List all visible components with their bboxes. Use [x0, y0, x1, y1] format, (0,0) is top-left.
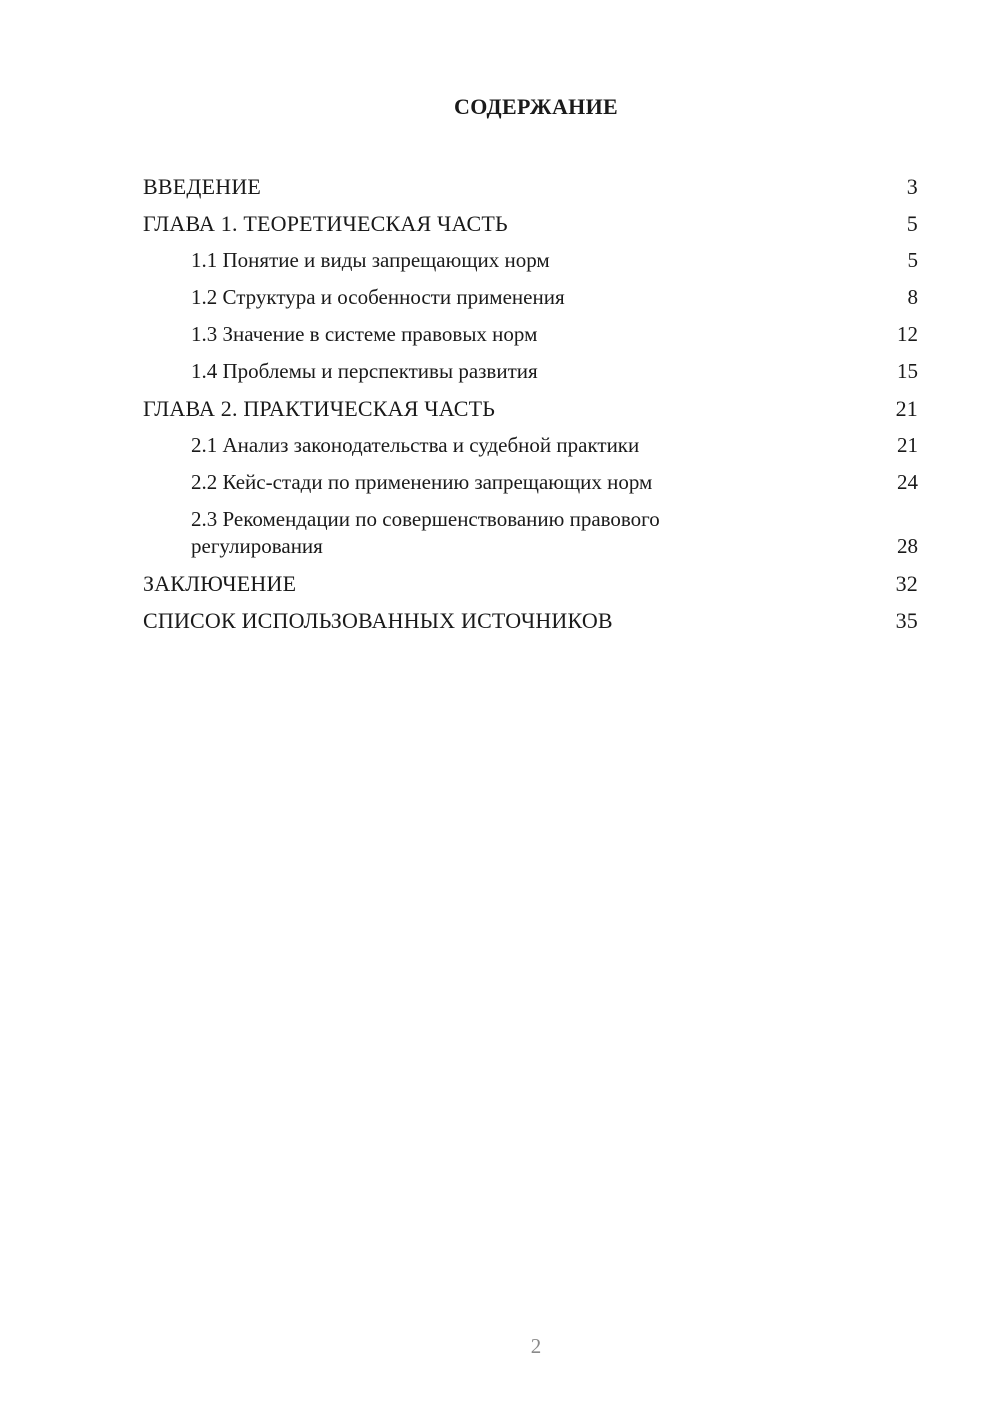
- toc-entry-section-2-1: [143, 427, 918, 464]
- toc-entry-label: СПИСОК ИСПОЛЬЗОВАННЫХ ИСТОЧНИКОВ: [143, 608, 613, 633]
- toc-entry-label: 1.3 Значение в системе правовых норм: [191, 322, 538, 346]
- toc-entry-label: 2.2 Кейс-стади по применению запрещающих норм: [191, 470, 653, 494]
- toc-entry-label: 1.2 Структура и особенности применения: [191, 285, 565, 309]
- toc-entry-section-1-2: [143, 279, 918, 316]
- toc-entry-section-2-2: [143, 464, 918, 501]
- toc-entry-conclusion: [143, 565, 918, 602]
- toc-entry-label: ВВЕДЕНИЕ: [143, 174, 262, 199]
- toc-entry-label: 2.1 Анализ законодательства и судебной практики: [191, 433, 640, 457]
- toc-entry-label: ГЛАВА 2. ПРАКТИЧЕСКАЯ ЧАСТЬ: [143, 396, 496, 421]
- toc-entry-page: 5: [907, 248, 918, 272]
- toc-title: СОДЕРЖАНИЕ: [454, 94, 618, 119]
- toc-entry-label: ГЛАВА 1. ТЕОРЕТИЧЕСКАЯ ЧАСТЬ: [143, 211, 508, 236]
- toc-entry-page: 15: [897, 359, 918, 383]
- toc-entry-page: 5: [906, 211, 918, 236]
- toc-entry-page: 28: [897, 534, 918, 558]
- toc-entry-chapter-1: [143, 205, 918, 242]
- toc-entry-label: 1.1 Понятие и виды запрещающих норм: [191, 248, 550, 272]
- toc-entry-page: 24: [897, 470, 918, 494]
- toc-entry-references: [143, 602, 918, 639]
- toc-entry-section-2-3: [143, 501, 918, 565]
- toc-entry-section-1-1: [143, 242, 918, 279]
- toc-entry-label: ЗАКЛЮЧЕНИЕ: [143, 571, 297, 596]
- toc-entry-page: 35: [895, 608, 918, 633]
- toc-entry-page: 32: [895, 571, 918, 596]
- toc-entry-page: 21: [895, 396, 918, 421]
- toc-entry-page: 8: [907, 285, 918, 309]
- toc-entry-introduction: [143, 168, 918, 205]
- table-of-contents: [143, 168, 918, 639]
- toc-entry-page: 3: [906, 174, 918, 199]
- toc-entry-chapter-2: [143, 390, 918, 427]
- toc-entry-page: 12: [897, 322, 918, 346]
- toc-entry-label: 2.3 Рекомендации по совершенствованию правового регулирования: [191, 507, 660, 558]
- toc-entry-page: 21: [897, 433, 918, 457]
- toc-entry-section-1-3: [143, 316, 918, 353]
- toc-entry-label: 1.4 Проблемы и перспективы развития: [191, 359, 538, 383]
- page-number: 2: [530, 1334, 542, 1358]
- toc-entry-section-1-4: [143, 353, 918, 390]
